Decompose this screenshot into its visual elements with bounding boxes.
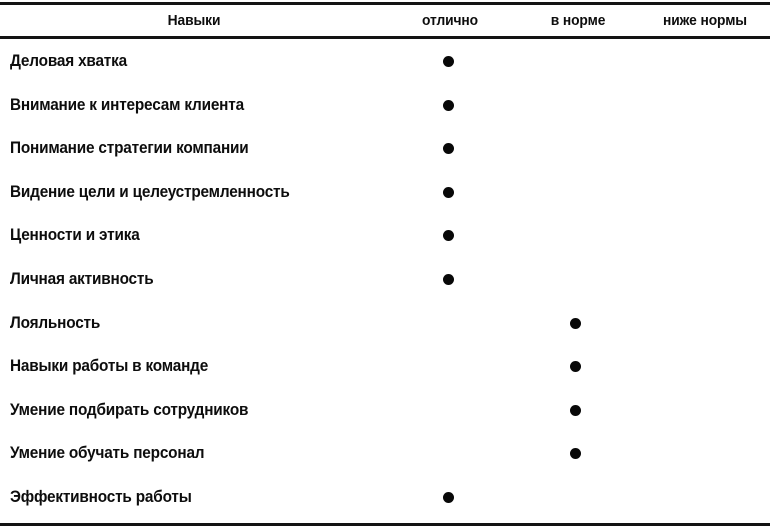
row-label: Внимание к интересам клиента (10, 95, 244, 114)
rating-cell-below-normal[interactable] (705, 388, 706, 432)
column-header-below-normal: ниже нормы (662, 12, 748, 29)
table-row (0, 170, 770, 214)
table-row (0, 344, 770, 388)
table-top-rule (0, 2, 770, 5)
table-row (0, 301, 770, 345)
rating-dot-icon (570, 361, 581, 372)
rating-cell-below-normal[interactable] (705, 213, 706, 257)
rating-cell-normal[interactable] (575, 344, 576, 388)
rating-cell-normal[interactable] (575, 388, 576, 432)
table-row (0, 475, 770, 519)
rating-cell-excellent[interactable] (448, 39, 449, 83)
rating-cell-excellent[interactable] (448, 257, 449, 301)
rating-dot-icon (570, 405, 581, 416)
rating-cell-excellent[interactable] (448, 344, 449, 388)
row-label: Понимание стратегии компании (10, 139, 249, 158)
row-label: Деловая хватка (10, 52, 127, 70)
table-row (0, 213, 770, 257)
row-label: Лояльность (10, 313, 101, 332)
rating-cell-excellent[interactable] (448, 83, 449, 127)
table-row (0, 257, 770, 301)
rating-cell-below-normal[interactable] (705, 344, 706, 388)
rating-dot-icon (443, 100, 454, 111)
rating-dot-icon (570, 448, 581, 459)
rating-cell-excellent[interactable] (448, 388, 449, 432)
rating-cell-excellent[interactable] (448, 126, 449, 170)
row-label: Навыки работы в команде (10, 357, 209, 376)
rating-cell-excellent[interactable] (448, 170, 449, 214)
rating-cell-normal[interactable] (575, 39, 576, 83)
rating-cell-normal[interactable] (575, 257, 576, 301)
column-header-skills: Навыки (167, 12, 221, 29)
rating-cell-normal[interactable] (575, 170, 576, 214)
rating-cell-below-normal[interactable] (705, 301, 706, 345)
rating-cell-normal[interactable] (575, 301, 576, 345)
rating-dot-icon (443, 274, 454, 285)
rating-dot-icon (443, 492, 454, 503)
row-label: Видение цели и целеустремленность (10, 182, 290, 201)
table-row (0, 39, 770, 83)
table-row (0, 388, 770, 432)
column-header-normal: в норме (550, 12, 606, 29)
rating-cell-normal[interactable] (575, 475, 576, 519)
rating-cell-excellent[interactable] (448, 213, 449, 257)
rating-cell-normal[interactable] (575, 213, 576, 257)
rating-cell-excellent[interactable] (448, 301, 449, 345)
rating-cell-normal[interactable] (575, 126, 576, 170)
rating-dot-icon (443, 56, 454, 67)
rating-cell-normal[interactable] (575, 431, 576, 475)
row-label: Личная активность (10, 269, 154, 288)
rating-cell-below-normal[interactable] (705, 257, 706, 301)
rating-cell-normal[interactable] (575, 83, 576, 127)
rating-cell-below-normal[interactable] (705, 39, 706, 83)
table-bottom-rule (0, 523, 770, 526)
rating-cell-excellent[interactable] (448, 431, 449, 475)
row-label: Умение обучать персонал (10, 444, 205, 463)
row-label: Ценности и этика (10, 226, 140, 245)
rating-cell-below-normal[interactable] (705, 431, 706, 475)
rating-cell-below-normal[interactable] (705, 170, 706, 214)
rating-dot-icon (443, 230, 454, 241)
rating-cell-excellent[interactable] (448, 475, 449, 519)
table-row (0, 431, 770, 475)
table-row (0, 126, 770, 170)
table-body (0, 39, 770, 519)
row-label: Умение подбирать сотрудников (10, 400, 249, 419)
table-row (0, 83, 770, 127)
rating-dot-icon (443, 187, 454, 198)
rating-dot-icon (570, 318, 581, 329)
column-header-excellent: отлично (421, 12, 479, 29)
table-header-row (0, 10, 770, 32)
rating-cell-below-normal[interactable] (705, 475, 706, 519)
rating-dot-icon (443, 143, 454, 154)
rating-cell-below-normal[interactable] (705, 126, 706, 170)
rating-cell-below-normal[interactable] (705, 83, 706, 127)
row-label: Эффективность работы (10, 487, 192, 506)
